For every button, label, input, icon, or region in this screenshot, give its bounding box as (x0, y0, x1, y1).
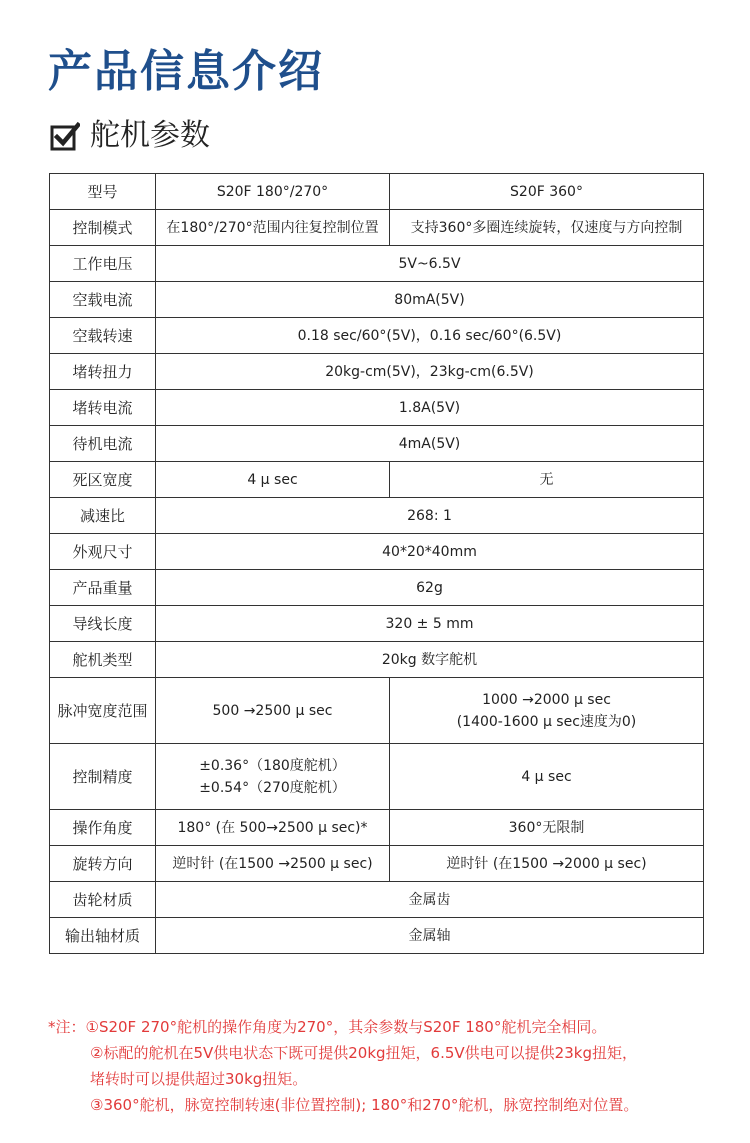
row-label: 型号 (50, 174, 156, 210)
table-row (50, 354, 704, 390)
row-label: 空载转速 (50, 318, 156, 354)
page-title: 产品信息介绍 (48, 46, 324, 97)
table-row (50, 498, 704, 534)
model-180-270: S20F 180°/270° (156, 174, 390, 210)
table-row (50, 744, 704, 810)
cell-value: 40*20*40mm (156, 534, 704, 570)
footnote-3: ③360°舵机，脉宽控制转速(非位置控制); 180°和270°舵机，脉宽控制绝对位置。 (90, 1096, 639, 1114)
cell-line: ±0.36°（180度舵机） (199, 757, 346, 774)
footnote-1: *注：①S20F 270°舵机的操作角度为270°，其余参数与S20F 180°舵机完全相同。 (48, 1018, 607, 1036)
table-row (50, 606, 704, 642)
cell-value: 20kg 数字舵机 (156, 642, 704, 678)
cell-value (156, 744, 390, 810)
cell-value: 500 →2500 μ sec (156, 678, 390, 744)
footnote-2: ②标配的舵机在5V供电状态下既可提供20kg扭矩，6.5V供电可以提供23kg扭矩， (90, 1044, 637, 1062)
model-360: S20F 360° (390, 174, 704, 210)
table-row (50, 534, 704, 570)
table-row (50, 282, 704, 318)
cell-line: ±0.54°（270度舵机） (199, 779, 346, 796)
row-label: 脉冲宽度范围 (50, 678, 156, 744)
cell-value: 20kg-cm(5V)，23kg-cm(6.5V) (156, 354, 704, 390)
section-title: 舵机参数 (90, 118, 210, 153)
cell-value: 金属轴 (156, 918, 704, 954)
row-label: 操作角度 (50, 810, 156, 846)
cell-value (390, 678, 704, 744)
section-heading (50, 114, 210, 158)
row-label: 输出轴材质 (50, 918, 156, 954)
table-row (50, 570, 704, 606)
cell-value: 4mA(5V) (156, 426, 704, 462)
cell-value: 80mA(5V) (156, 282, 704, 318)
cell-value: 62g (156, 570, 704, 606)
cell-line: (1400-1600 μ sec速度为0) (456, 713, 637, 730)
cell-value: 4 μ sec (156, 462, 390, 498)
cell-value: 逆时针 (在1500 →2500 μ sec) (156, 846, 390, 882)
table-row (50, 390, 704, 426)
row-label: 舵机类型 (50, 642, 156, 678)
cell-value: 1.8A(5V) (156, 390, 704, 426)
row-label: 旋转方向 (50, 846, 156, 882)
row-label: 控制模式 (50, 210, 156, 246)
table-row (50, 210, 704, 246)
row-label: 齿轮材质 (50, 882, 156, 918)
cell-value: 逆时针 (在1500 →2000 μ sec) (390, 846, 704, 882)
row-label: 减速比 (50, 498, 156, 534)
row-label: 空载电流 (50, 282, 156, 318)
table-row (50, 246, 704, 282)
table-row (50, 642, 704, 678)
table-row (50, 882, 704, 918)
table-row (50, 426, 704, 462)
cell-value: 5V~6.5V (156, 246, 704, 282)
cell-line: 1000 →2000 μ sec (482, 691, 611, 708)
cell-value: 320 ± 5 mm (156, 606, 704, 642)
table-row (50, 810, 704, 846)
spec-table (49, 173, 704, 954)
cell-value: 金属齿 (156, 882, 704, 918)
cell-value: 支持360°多圈连续旋转，仅速度与方向控制 (390, 210, 704, 246)
table-row (50, 462, 704, 498)
table-row (50, 318, 704, 354)
cell-value: 在180°/270°范围内往复控制位置 (156, 210, 390, 246)
row-label: 外观尺寸 (50, 534, 156, 570)
row-label: 工作电压 (50, 246, 156, 282)
cell-value: 360°无限制 (390, 810, 704, 846)
row-label: 堵转电流 (50, 390, 156, 426)
row-label: 导线长度 (50, 606, 156, 642)
footnote-2-cont: 堵转时可以提供超过30kg扭矩。 (90, 1070, 308, 1088)
table-row (50, 918, 704, 954)
cell-value: 4 μ sec (390, 744, 704, 810)
checkbox-check-icon (50, 121, 80, 151)
table-row (50, 174, 704, 210)
cell-value: 无 (390, 462, 704, 498)
table-row (50, 846, 704, 882)
table-row (50, 678, 704, 744)
row-label: 控制精度 (50, 744, 156, 810)
row-label: 待机电流 (50, 426, 156, 462)
row-label: 产品重量 (50, 570, 156, 606)
row-label: 堵转扭力 (50, 354, 156, 390)
cell-value: 180° (在 500→2500 μ sec)* (156, 810, 390, 846)
row-label: 死区宽度 (50, 462, 156, 498)
footnotes (48, 1014, 738, 1118)
cell-value: 268: 1 (156, 498, 704, 534)
cell-value: 0.18 sec/60°(5V)，0.16 sec/60°(6.5V) (156, 318, 704, 354)
